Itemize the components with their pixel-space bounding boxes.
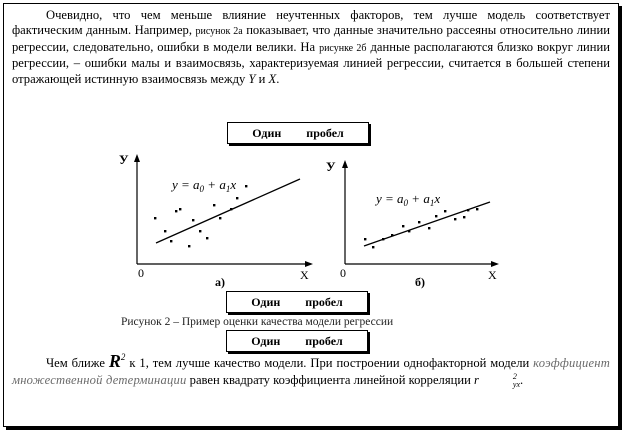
chart-a-y-arrow [134,154,140,162]
chart-a-point [206,237,208,239]
chart-a-x-label: Х [300,268,309,282]
chart-b-point [435,215,437,217]
figure-reference-2b: рисунке 2б [319,42,367,54]
chart-a-point [230,208,232,210]
spacer-box-middle [226,291,368,313]
paragraph1-period: . [276,71,280,86]
paragraph-scatter-explanation [12,8,610,87]
chart-b-point [428,227,430,229]
chart-a-point [179,208,181,210]
chart-a-point [236,197,238,199]
chart-b-points [364,208,478,248]
paragraph2-text-1: Чем ближе [46,356,105,370]
chart-a-point [192,219,194,221]
paragraph2-text-3: равен квадрату коэффициента линейной корреляции [189,373,471,387]
figure-caption: Рисунок 2 – Пример оценки качества модели регрессии [121,316,394,328]
chart-b-point [476,208,478,210]
chart-a-point [175,210,177,212]
chart-a-point [213,204,215,206]
chart-a-panel-label: а) [215,275,225,289]
variable-y: Y [248,71,256,86]
paragraph2-text-2: к 1, тем лучше качество модели. При построении однофакторной модели [129,356,530,370]
chart-b-point [418,221,420,223]
chart-b-point [372,246,374,248]
chart-b-equation: $y = a_0 + a_1x$ [376,191,441,208]
chart-a-point [154,217,156,219]
document-page [3,3,619,427]
chart-a-point [164,230,166,232]
figure-reference-2a: рисунок 2а [195,26,243,38]
chart-b-point [463,216,465,218]
scatter-chart-a [119,152,313,289]
spacer-box-top [227,122,369,144]
chart-b-y-label: У [326,159,336,174]
paragraph2-period: . [520,373,524,387]
chart-a-y-label: У [119,152,129,167]
chart-a-point [188,245,190,247]
chart-b-point [467,209,469,211]
chart-b-point [444,210,446,212]
chart-a-equation: $y = a_0 + a_1x$ [172,177,237,194]
chart-b-point [402,225,404,227]
chart-b-panel-label: б) [415,275,425,289]
scatter-chart-b [326,159,499,289]
chart-b-origin: 0 [340,266,346,280]
variable-x: X [268,71,277,86]
chart-b-point [382,238,384,240]
chart-a-point [219,217,221,219]
chart-b-x-arrow [491,261,499,267]
r-yx-squared-symbol: r 2 yx [474,372,521,390]
chart-b-point [454,218,456,220]
chart-b-x-label: Х [488,268,497,282]
chart-b-y-arrow [342,160,348,168]
paragraph1-text-1: Очевидно, что чем меньше влияние неучтенных факторов, тем лучше модель соответствует фактическим данным. Например, [12,8,610,38]
chart-b-point [391,234,393,236]
chart-a-point [199,230,201,232]
figure-regression-examples [4,146,618,294]
paragraph1-text-2: показывает, что данные значительно рассеяны относительно линии регрессии, следовательно, ошибки в модели велики. На [12,23,610,54]
chart-a-x-arrow [305,261,313,267]
chart-b-point [408,230,410,232]
paragraph-r-squared [12,349,610,389]
spacer-label: Один пробел [251,334,343,348]
chart-b-point [364,238,366,240]
spacer-label: Один пробел [251,295,343,309]
chart-a-point [245,185,247,187]
faded-term-multiple-determination: коэффициент множественной детерминации [12,356,611,387]
chart-a-origin: 0 [138,266,144,280]
paragraph1-text-3: данные располагаются близко вокруг линии регрессии, – ошибки малы и взаимосвязь, характеризуемая линией регрессии, считается в большей степени отражающей истинную взаимосвязь между [12,39,610,86]
r-squared-symbol: $R^2$ [108,351,126,371]
spacer-label: Один пробел [252,126,344,140]
chart-a-point [170,240,172,242]
paragraph1-and: и [258,71,266,86]
